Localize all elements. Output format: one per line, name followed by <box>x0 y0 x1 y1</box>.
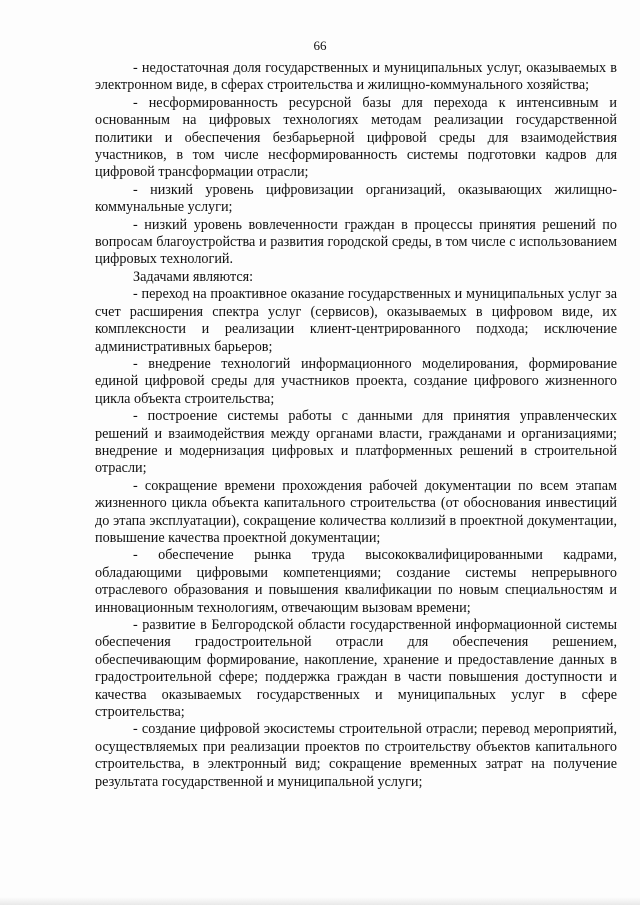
paragraph: - обеспечение рынка труда высококвалифицированными кадрами, обладающими цифровыми компетенциями; создание системы непрерывного отраслевого образования и повышения квалификации по новым специальностям и инновационным технологиям, отвечающим вызовам времени; <box>95 547 617 616</box>
tasks-heading: Задачами являются: <box>133 268 254 285</box>
paragraph: - внедрение технологий информационного моделирования, формирование единой цифровой среды для участников проекта, создание цифрового жизненного цикла объекта строительства; <box>95 355 617 407</box>
paragraph: - создание цифровой экосистемы строительной отрасли; перевод мероприятий, осуществляемых при реализации проектов по строительству объектов капитального строительства, в электронный вид; сокращение временных затрат на получение результата государственной и муниципальной услуги; <box>95 721 617 790</box>
paragraph: - недостаточная доля государственных и муниципальных услуг, оказываемых в электронном виде, в сферах строительства и жилищно-коммунального хозяйства; <box>95 60 617 94</box>
paragraph: - низкий уровень вовлеченности граждан в процессы принятия решений по вопросам благоустройства и развития городской среды, в том числе с использованием цифровых технологий. <box>95 216 617 268</box>
paragraph: - переход на проактивное оказание государственных и муниципальных услуг за счет расширения спектра услуг (сервисов), оказываемых в цифровом виде, их комплексности и реализации клиент-центрированного подхода; исключение административных барьеров; <box>95 286 617 355</box>
paragraph: - низкий уровень цифровизации организаций, оказывающих жилищно-коммунальные услуги; <box>95 181 617 216</box>
paragraph: - развитие в Белгородской области государственной информационной системы обеспечения градостроительной отрасли для обеспечения решением, обеспечивающим формирование, накопление, хранение и предоставление данных в градостроительной сфере; поддержка граждан в части повышения доступности и качества оказываемых государственных и муниципальных услуг в сфере строительства; <box>95 617 617 721</box>
page-number: 66 <box>313 38 327 53</box>
paragraph: - сокращение времени прохождения рабочей документации по всем этапам жизненного цикла объекта капитального строительства (от обоснования инвестиций до этапа эксплуатации), сокращение количества коллизий в проектной документации, повышение качества проектной документации; <box>95 477 617 546</box>
paragraph: - построение системы работы с данными для принятия управленческих решений и взаимодействия между органами власти, гражданами и организациями; внедрение и модернизация цифровых и платформенных решений в строительной отрасли; <box>95 408 617 477</box>
document-body <box>95 60 617 791</box>
page-bottom-edge <box>0 897 640 905</box>
paragraph: - несформированность ресурсной базы для перехода к интенсивным и основанным на цифровых технологиях методам реализации государственной политики и обеспечения безбарьерной цифровой среды для взаимодействия участников, в том числе несформированность системы подготовки кадров для цифровой трансформации отрасли; <box>95 94 617 181</box>
